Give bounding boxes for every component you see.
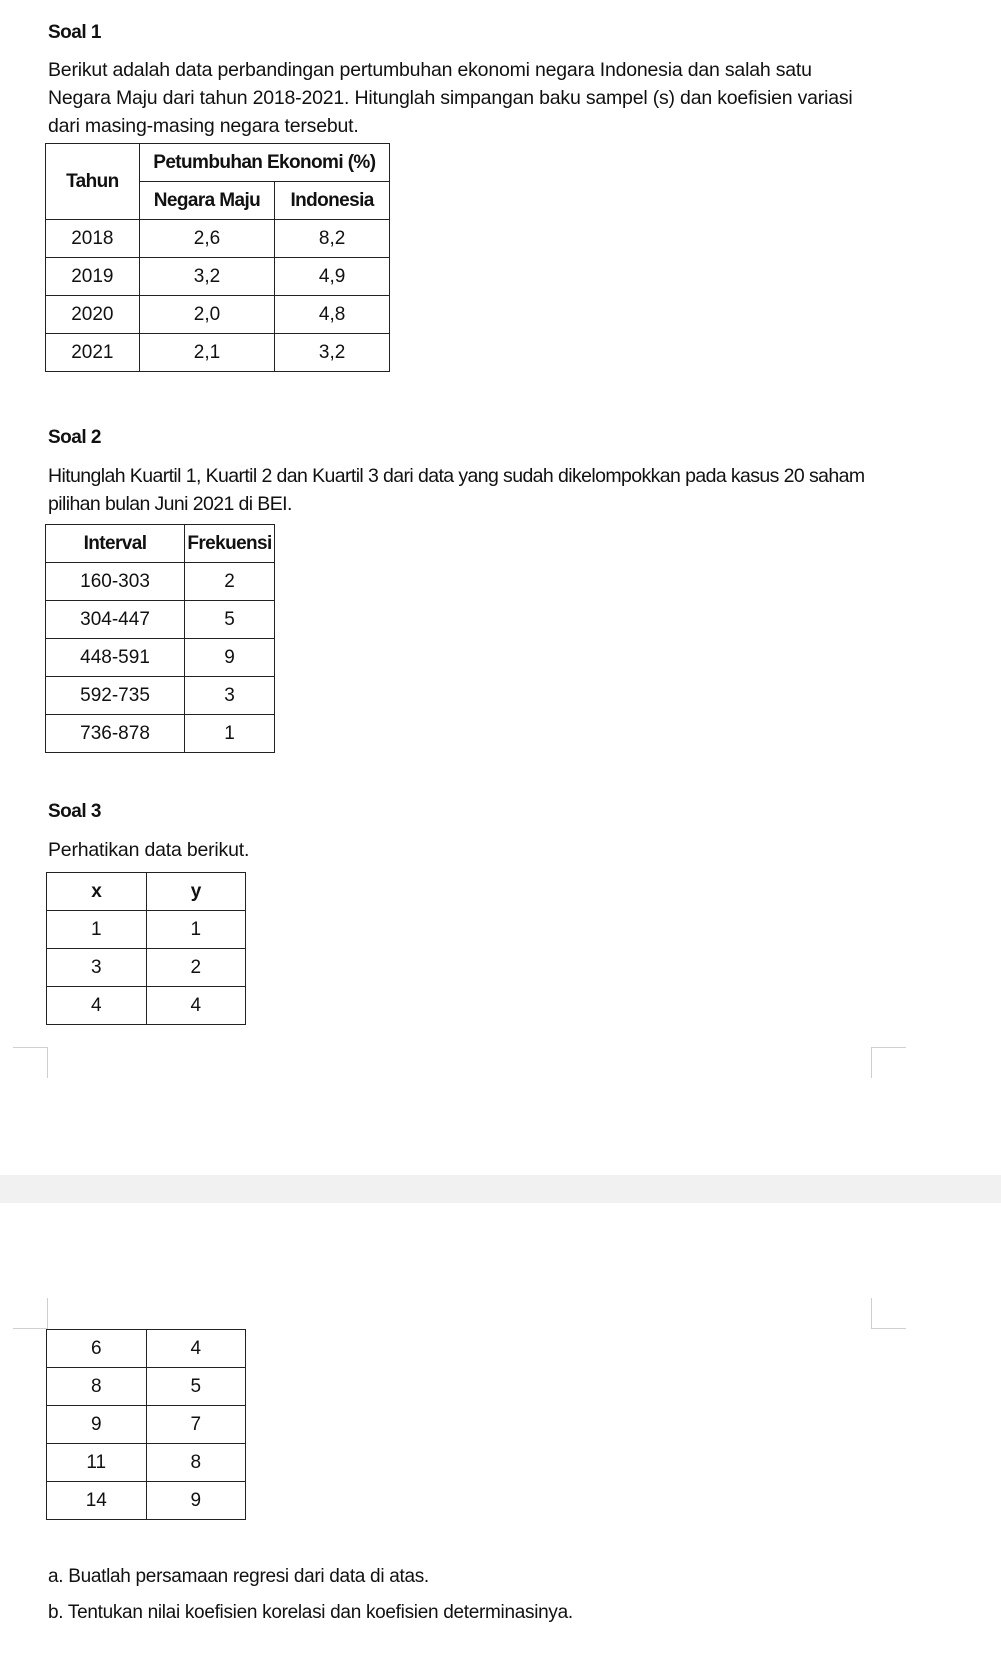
table-row	[46, 563, 275, 601]
cell-x: 9	[47, 1406, 147, 1444]
cell-negara-maju: 2,0	[139, 296, 274, 334]
cell-y: 5	[146, 1368, 245, 1406]
page-break-gap	[0, 1175, 1001, 1203]
xy-table	[46, 872, 246, 1025]
cell-negara-maju: 2,6	[139, 220, 274, 258]
table-row	[47, 1482, 246, 1520]
cell-frekuensi: 9	[185, 639, 275, 677]
table-row	[47, 1368, 246, 1406]
question-b: b. Tentukan nilai koefisien korelasi dan koefisien determinasinya.	[48, 1602, 573, 1623]
cell-frekuensi: 1	[185, 715, 275, 753]
cell-x: 14	[47, 1482, 147, 1520]
frequency-table	[45, 524, 275, 753]
cell-interval: 304-447	[46, 601, 185, 639]
margin-mark-bottom-right	[871, 1047, 906, 1078]
table-row	[46, 296, 390, 334]
cell-x: 11	[47, 1444, 147, 1482]
table-row	[47, 1330, 246, 1368]
cell-negara-maju: 2,1	[139, 334, 274, 372]
cell-frekuensi: 5	[185, 601, 275, 639]
table-row	[46, 677, 275, 715]
cell-year: 2019	[46, 258, 140, 296]
cell-y: 1	[146, 911, 246, 949]
cell-frekuensi: 2	[185, 563, 275, 601]
soal-2-heading: Soal 2	[48, 427, 101, 448]
xy-table-continued	[46, 1329, 246, 1520]
col-header-x: x	[47, 873, 147, 911]
cell-y: 2	[146, 949, 246, 987]
cell-y: 4	[146, 987, 246, 1025]
document-page-2	[0, 1203, 1001, 1670]
table-row	[46, 334, 390, 372]
soal-3-heading: Soal 3	[48, 801, 101, 822]
col-header-frekuensi: Frekuensi	[185, 525, 275, 563]
cell-year: 2020	[46, 296, 140, 334]
table-row	[46, 220, 390, 258]
cell-y: 8	[146, 1444, 245, 1482]
table-row	[46, 715, 275, 753]
cell-x: 8	[47, 1368, 147, 1406]
cell-interval: 736-878	[46, 715, 185, 753]
cell-year: 2021	[46, 334, 140, 372]
cell-indonesia: 4,9	[275, 258, 390, 296]
soal-1-text: Berikut adalah data perbandingan pertumbuhan ekonomi negara Indonesia dan salah satu Negara Maju dari tahun 2018-2021. Hitunglah simpangan baku sampel (s) dan koefisien variasi dari masing-masing negara tersebut.	[48, 59, 853, 137]
table-row	[47, 1406, 246, 1444]
soal-1-heading: Soal 1	[48, 22, 101, 43]
col-header-tahun: Tahun	[46, 144, 140, 220]
col-header-indonesia: Indonesia	[275, 182, 390, 220]
cell-x: 4	[47, 987, 147, 1025]
cell-x: 6	[47, 1330, 147, 1368]
cell-y: 7	[146, 1406, 245, 1444]
cell-negara-maju: 3,2	[139, 258, 274, 296]
margin-mark-bottom-left	[13, 1047, 48, 1078]
table-row	[46, 601, 275, 639]
cell-interval: 160-303	[46, 563, 185, 601]
soal-3-text: Perhatikan data berikut.	[48, 839, 250, 861]
table-row	[47, 987, 246, 1025]
table-row	[47, 911, 246, 949]
cell-interval: 448-591	[46, 639, 185, 677]
cell-indonesia: 3,2	[275, 334, 390, 372]
cell-indonesia: 4,8	[275, 296, 390, 334]
cell-year: 2018	[46, 220, 140, 258]
cell-interval: 592-735	[46, 677, 185, 715]
col-header-interval: Interval	[46, 525, 185, 563]
cell-y: 4	[146, 1330, 245, 1368]
economic-growth-table	[45, 143, 390, 372]
col-header-y: y	[146, 873, 246, 911]
question-a: a. Buatlah persamaan regresi dari data di atas.	[48, 1566, 429, 1587]
margin-mark-top-right	[871, 1298, 906, 1329]
table-row	[47, 949, 246, 987]
soal-2-text: Hitunglah Kuartil 1, Kuartil 2 dan Kuartil 3 dari data yang sudah dikelompokkan pada kasus 20 saham pilihan bulan Juni 2021 di BEI.	[48, 465, 865, 515]
table-row	[46, 639, 275, 677]
margin-mark-top-left	[13, 1298, 48, 1329]
cell-frekuensi: 3	[185, 677, 275, 715]
col-header-negara-maju: Negara Maju	[139, 182, 274, 220]
table-row	[46, 258, 390, 296]
cell-indonesia: 8,2	[275, 220, 390, 258]
table-row	[47, 1444, 246, 1482]
group-header-growth: Petumbuhan Ekonomi (%)	[139, 144, 389, 182]
cell-x: 1	[47, 911, 147, 949]
cell-y: 9	[146, 1482, 245, 1520]
cell-x: 3	[47, 949, 147, 987]
